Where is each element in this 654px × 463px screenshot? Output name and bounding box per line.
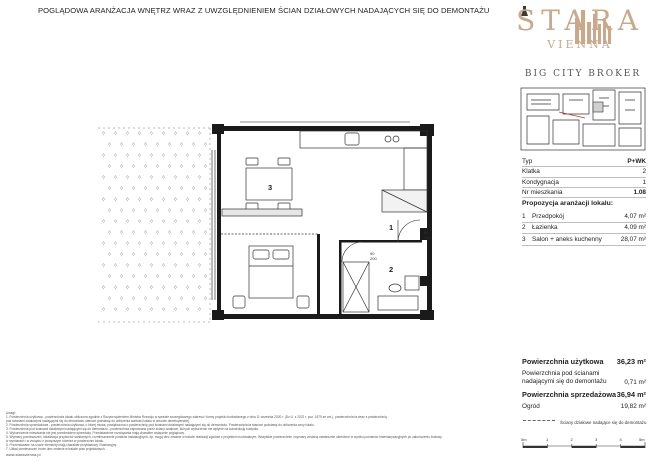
grass-mark <box>174 198 177 202</box>
grass-mark <box>204 275 207 279</box>
grass-mark <box>126 198 129 202</box>
grass-mark <box>204 165 207 169</box>
brand-name-top: STARA <box>516 4 644 37</box>
info-row-floor: Kondygnacja 1 <box>522 178 646 188</box>
grass-mark <box>114 242 117 246</box>
grass-mark <box>156 143 159 147</box>
grass-mark <box>132 165 135 169</box>
door-dimension: 200 <box>424 235 431 240</box>
grass-mark <box>168 253 171 257</box>
grass-mark <box>120 165 123 169</box>
walls-area: Powierzchnia pod ścianami nadającymi się do demontażu 0,71 m² <box>522 370 646 386</box>
grass-mark <box>204 187 207 191</box>
grass-mark <box>156 297 159 301</box>
grass-mark <box>132 209 135 213</box>
grass-mark <box>138 176 141 180</box>
grass-mark <box>114 176 117 180</box>
grass-mark <box>114 154 117 158</box>
grass-mark <box>102 242 105 246</box>
grass-mark <box>180 231 183 235</box>
grass-mark <box>162 176 165 180</box>
grass-mark <box>156 253 159 257</box>
grass-mark <box>156 209 159 213</box>
grass-mark <box>168 209 171 213</box>
grass-mark <box>102 264 105 268</box>
info-row-type: Typ P+WK <box>522 157 646 167</box>
notes-heading: Uwagi: <box>6 411 16 415</box>
grass-mark <box>138 242 141 246</box>
grass-mark <box>168 165 171 169</box>
garden-area-hatch <box>98 128 210 324</box>
grass-mark <box>156 231 159 235</box>
grass-mark <box>144 187 147 191</box>
grass-mark <box>132 187 135 191</box>
grass-mark <box>204 209 207 213</box>
grass-mark <box>174 220 177 224</box>
grass-mark <box>198 132 201 136</box>
notes <box>6 411 506 457</box>
legend-label: Ściany działowe nadające się do demontażu <box>560 420 647 425</box>
unit-highlight <box>593 102 603 112</box>
grass-mark <box>114 286 117 290</box>
room-list <box>522 211 646 246</box>
area-totals <box>522 357 646 414</box>
grass-mark <box>120 231 123 235</box>
grass-mark <box>168 231 171 235</box>
grass-mark <box>198 198 201 202</box>
grass-mark <box>180 253 183 257</box>
grass-mark <box>192 275 195 279</box>
grass-mark <box>186 154 189 158</box>
grass-mark <box>138 220 141 224</box>
grass-mark <box>168 275 171 279</box>
grass-mark <box>204 231 207 235</box>
note-line: 4. Wykończenie mieszkania nie jest przedmiotem sprzedaży. Przedstawione rozwiązania mają charakter wyłącznie poglądowy. <box>6 431 185 435</box>
grass-mark <box>102 220 105 224</box>
note-line: w wymiarach i w związku z powyższym również w powierzchni lokalu. <box>6 439 105 443</box>
grass-mark <box>120 187 123 191</box>
grass-mark <box>102 176 105 180</box>
grass-mark <box>138 308 141 312</box>
grass-mark <box>120 253 123 257</box>
grass-mark <box>162 286 165 290</box>
grass-mark <box>174 242 177 246</box>
grass-mark <box>108 275 111 279</box>
grass-mark <box>168 297 171 301</box>
grass-mark <box>126 132 129 136</box>
grass-mark <box>204 143 207 147</box>
room-label-3: 3 <box>268 183 273 192</box>
grass-mark <box>144 297 147 301</box>
grass-mark <box>150 132 153 136</box>
grass-mark <box>120 297 123 301</box>
grass-mark <box>168 187 171 191</box>
grass-mark <box>108 209 111 213</box>
legend-dashed-line-icon <box>523 420 555 425</box>
grass-mark <box>174 176 177 180</box>
grass-mark <box>138 198 141 202</box>
grass-mark <box>120 143 123 147</box>
grass-mark <box>192 231 195 235</box>
grass-mark <box>180 187 183 191</box>
grass-mark <box>132 297 135 301</box>
grass-mark <box>150 198 153 202</box>
grass-mark <box>198 286 201 290</box>
scale-tick-label: 4 <box>619 437 622 442</box>
scale-tick-label: 3 <box>595 437 598 442</box>
grass-mark <box>186 220 189 224</box>
grass-mark <box>144 143 147 147</box>
grass-mark <box>108 297 111 301</box>
room-row-3: 3 Salon + aneks kuchenny 28,07 m² <box>522 234 646 246</box>
room-row-1: 1 Przedpokój 4,07 m² <box>522 211 646 223</box>
grass-mark <box>198 154 201 158</box>
grass-mark <box>138 286 141 290</box>
grass-mark <box>174 154 177 158</box>
grass-mark <box>186 198 189 202</box>
garden-area: Ogród 19,82 m² <box>522 403 646 410</box>
grass-mark <box>132 253 135 257</box>
grass-mark <box>174 286 177 290</box>
grass-mark <box>150 308 153 312</box>
grass-mark <box>126 308 129 312</box>
grass-mark <box>126 286 129 290</box>
grass-mark <box>204 253 207 257</box>
grass-mark <box>138 264 141 268</box>
grass-mark <box>114 220 117 224</box>
bed <box>233 246 309 308</box>
grass-mark <box>198 176 201 180</box>
grass-mark <box>162 264 165 268</box>
dining-table <box>222 158 302 216</box>
scale-tick-label: 0m <box>521 437 527 442</box>
grass-mark <box>192 143 195 147</box>
grass-mark <box>162 242 165 246</box>
grass-mark <box>174 264 177 268</box>
room-label-1: 1 <box>389 223 394 232</box>
grass-mark <box>114 308 117 312</box>
grass-mark <box>204 297 207 301</box>
note-line: 5. Wymiary pomieszczeń, lokalizacja przyborów sanitarnych, rozmieszczenie punktów instalacyjnych, itp. mogą ulec zmianie w trakcie realizacji zgodnie z projektem budowlanym. Wszystkie powierzchnie i wymiary zostaną ostatecznie określone w wyniku pomiarów inwentaryzacyjnych po zakończeniu budowy. <box>6 435 443 439</box>
scale-tick-label: 2 <box>570 437 573 442</box>
grass-mark <box>198 220 201 224</box>
grass-mark <box>144 253 147 257</box>
grass-mark <box>198 242 201 246</box>
grass-mark <box>108 187 111 191</box>
grass-mark <box>186 176 189 180</box>
grass-mark <box>174 308 177 312</box>
grass-mark <box>108 143 111 147</box>
grass-mark <box>162 154 165 158</box>
grass-mark <box>102 286 105 290</box>
info-row-apartment-number: Nr mieszkania 1.08 <box>522 188 646 198</box>
grass-mark <box>156 165 159 169</box>
grass-mark <box>162 308 165 312</box>
developer-name: BIG CITY BROKER <box>524 69 642 79</box>
scale-bar <box>521 436 647 456</box>
grass-mark <box>114 132 117 136</box>
grass-mark <box>150 154 153 158</box>
grass-mark <box>168 143 171 147</box>
bathroom-fixtures <box>343 262 419 312</box>
grass-mark <box>162 220 165 224</box>
grass-mark <box>126 242 129 246</box>
grass-mark <box>192 297 195 301</box>
note-line: 1. Powierzchnia użytkowa - powierzchnia lokalu obliczona zgodnie z Rozporządzeniem Ministra Rozwoju w sprawie szczegółowego zakresu i formy projektu budowlanego z dnia 11 września 2020 r. (Dz.U. z 2022 r. poz. 1679 ze zm.), powierzchnia ta wraz z powierzchnią <box>6 415 387 419</box>
grass-mark <box>192 187 195 191</box>
grass-mark <box>126 176 129 180</box>
grass-mark <box>180 297 183 301</box>
grass-mark <box>102 308 105 312</box>
usable-area: Powierzchnia użytkowa 36,23 m² <box>522 357 646 366</box>
info-row-staircase: Klatka 2 <box>522 167 646 177</box>
footer-website: www.staravienna.pl <box>6 452 41 457</box>
grass-mark <box>180 275 183 279</box>
floor-plan <box>80 118 450 328</box>
grass-mark <box>144 275 147 279</box>
grass-mark <box>180 209 183 213</box>
grass-mark <box>132 143 135 147</box>
room-row-2: 2 Łazienka 4,09 m² <box>522 223 646 235</box>
grass-mark <box>120 275 123 279</box>
unit-info-table <box>522 157 646 198</box>
grass-mark <box>192 165 195 169</box>
grass-mark <box>162 198 165 202</box>
grass-mark <box>186 286 189 290</box>
grass-mark <box>108 231 111 235</box>
key-plan <box>519 80 647 154</box>
grass-mark <box>120 209 123 213</box>
grass-mark <box>138 132 141 136</box>
scale-tick-label: 1 <box>546 437 549 442</box>
note-line: 2. Powierzchnia sprzedażowa - powierzchnia użytkowa, o której mowa, powiększona o powierzchnię pod ścianami działowymi nadającymi się do demontażu. Powierzchnia ta stanowi podstawę do obliczenia ceny lokalu. <box>6 423 315 427</box>
grass-mark <box>192 209 195 213</box>
grass-mark <box>126 220 129 224</box>
grass-mark <box>156 275 159 279</box>
brand-logo <box>515 4 645 74</box>
grass-mark <box>150 220 153 224</box>
grass-mark <box>126 264 129 268</box>
grass-mark <box>150 286 153 290</box>
grass-mark <box>108 165 111 169</box>
grass-mark <box>102 154 105 158</box>
grass-mark <box>198 264 201 268</box>
sales-area: Powierzchnia sprzedażowa 36,94 m² <box>522 390 646 399</box>
grass-mark <box>132 231 135 235</box>
room-label-2: 2 <box>389 265 394 274</box>
grass-mark <box>192 253 195 257</box>
note-line: 7. Układ pomieszczeń może ulec zmianie w trakcie prac projektowych. <box>6 447 106 451</box>
note-line: 6. Prezentowane na rzucie elementy mają charakter przykładowy i ilustracyjny. <box>6 443 117 447</box>
grass-mark <box>174 132 177 136</box>
grass-mark <box>150 242 153 246</box>
grass-mark <box>162 132 165 136</box>
grass-mark <box>144 209 147 213</box>
grass-mark <box>102 198 105 202</box>
grass-mark <box>144 165 147 169</box>
grass-mark <box>186 264 189 268</box>
grass-mark <box>156 187 159 191</box>
brand-name-bottom: VIENNA <box>547 38 613 51</box>
grass-mark <box>180 143 183 147</box>
grass-mark <box>126 154 129 158</box>
scale-tick-label: 5m <box>639 437 645 442</box>
grass-mark <box>138 154 141 158</box>
grass-mark <box>108 253 111 257</box>
grass-mark <box>198 308 201 312</box>
grass-mark <box>144 231 147 235</box>
grass-mark <box>150 264 153 268</box>
door-dimension: 200 <box>370 256 377 261</box>
note-line: pod ścianami działowymi nadającymi się do demontażu stanowi podstawę do obliczenia wartości lokalu w umowie deweloperskiej. <box>6 419 190 423</box>
grass-mark <box>150 176 153 180</box>
door-dimension: 90 <box>370 251 375 256</box>
grass-mark <box>186 308 189 312</box>
proposal-title: Propozycja aranżacji lokalu: <box>522 200 614 207</box>
door-dimension: 80 <box>424 230 429 235</box>
kitchen-counter <box>300 131 427 212</box>
grass-mark <box>114 264 117 268</box>
grass-mark <box>114 198 117 202</box>
grass-mark <box>102 132 105 136</box>
grass-mark <box>186 242 189 246</box>
note-line: 3. Powierzchnia pod ścianami działowymi nadającymi się do demontażu - powierzchnia zajmowana przez ściany działowe, których wyburzenie nie wpłynie na konstrukcję budynku. <box>6 427 259 431</box>
grass-mark <box>180 165 183 169</box>
grass-mark <box>186 132 189 136</box>
page-title: POGLĄDOWA ARANŻACJA WNĘTRZ WRAZ Z UWZGLĘDNIENIEM ŚCIAN DZIAŁOWYCH NADAJĄCYCH SIĘ DO DEMONTAŻU <box>38 6 490 15</box>
walls <box>212 124 434 320</box>
grass-mark <box>132 275 135 279</box>
